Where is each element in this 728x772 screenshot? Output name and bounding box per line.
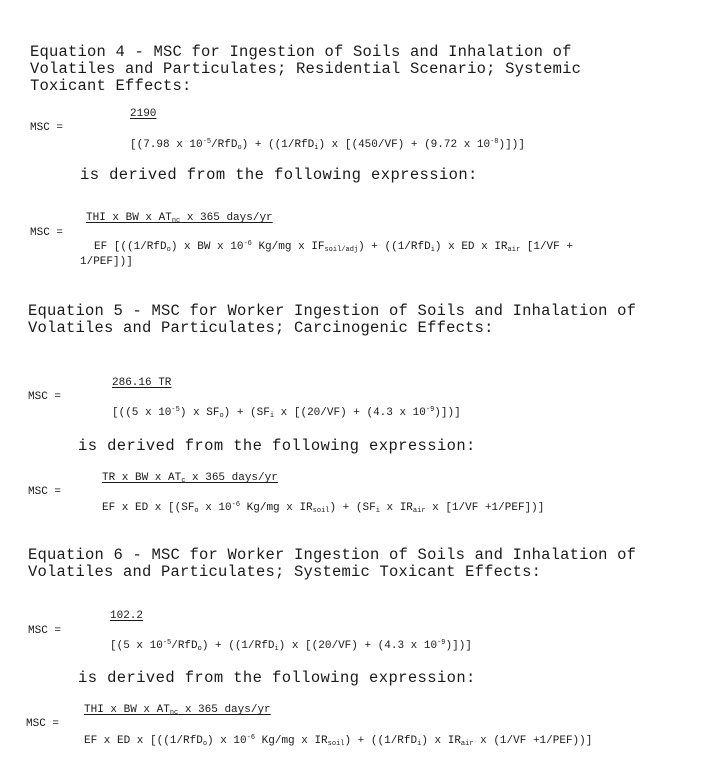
eq5-numerator: 286.16 TR [112, 377, 172, 389]
eq5-lhs: MSC = [28, 391, 62, 403]
eq6-lhs-2: MSC = [26, 718, 60, 730]
eq5-denominator: [((5 x $10^{-5}$) x $SF_o) + (SF_i$ x [(20/VF) + (4.3 x $10^{-9}$)])] [112, 406, 461, 420]
eq6-lhs: MSC = [28, 625, 62, 637]
eq6-denominator: [(5 x $10^{-5}/RfD_o) + ((1/RfD_i)$ x [(20/VF) + (4.3 x $10^{-9}$)])] [110, 639, 472, 653]
eq4-lhs-2: MSC = [30, 227, 64, 239]
eq6-numerator: 102.2 [110, 610, 144, 622]
eq5-numerator-2: TR x BW x $AT_c$ x 365 days/yr [102, 472, 278, 485]
eq6-numerator-2: THI x BW x $AT_{nc}$ x 365 days/yr [84, 704, 271, 717]
eq4-denominator: [(7.98 x $10^{-5}/RfD_o) + ((1/RfD_i)$ x [(450/VF) + (9.72 x $10^{-8}$)])] [130, 138, 525, 152]
eq4-denominator-2-line-1: EF [((1/RfD$_o$) x BW x $10^{-6}$ Kg/mg x $IF_{soil/adj}) + ((1/RfD_i)$ x ED x $IR_{air}$ [1/VF + [94, 240, 573, 254]
eq6-heading [28, 547, 636, 581]
eq4-numerator: 2190 [130, 108, 157, 120]
eq4-heading-line-3: Toxicant Effects: [30, 77, 192, 95]
eq5-heading-line-2: Volatiles and Particulates; Carcinogenic Effects: [28, 319, 494, 337]
eq4-numerator-2: THI x BW x $AT_{nc}$ x 365 days/yr [86, 212, 273, 225]
eq5-heading [28, 303, 636, 337]
eq4-derived-text: is derived from the following expression: [80, 166, 478, 184]
eq6-denominator-2: EF x ED x [((1/RfD$_o$) x $10^{-6}$ Kg/mg x $IR_{soil}) + ((1/RfD_i)$ x $IR_{air}$ x (1/VF +1/PEF))] [84, 734, 593, 748]
eq5-derived-text: is derived from the following expression: [78, 437, 476, 455]
eq4-lhs: MSC = [30, 122, 64, 134]
eq4-heading [30, 44, 581, 95]
eq6-heading-line-2: Volatiles and Particulates; Systemic Toxicant Effects: [28, 563, 542, 581]
eq6-heading-line-1: Equation 6 - MSC for Worker Ingestion of Soils and Inhalation of [28, 546, 637, 564]
eq4-heading-line-1: Equation 4 - MSC for Ingestion of Soils and Inhalation of [30, 43, 572, 61]
eq5-denominator-2: EF x ED x [($SF_o$ x $10^{-6}$ Kg/mg x $IR_{soil}) + (SF_i$ x $IR_{air}$ x [1/VF +1/PEF])] [102, 501, 545, 515]
eq5-heading-line-1: Equation 5 - MSC for Worker Ingestion of Soils and Inhalation of [28, 302, 637, 320]
eq4-heading-line-2: Volatiles and Particulates; Residential Scenario; Systemic [30, 60, 582, 78]
eq4-denominator-2-line-2: 1/PEF])] [80, 256, 133, 268]
eq5-lhs-2: MSC = [28, 486, 62, 498]
eq6-derived-text: is derived from the following expression: [78, 669, 476, 687]
